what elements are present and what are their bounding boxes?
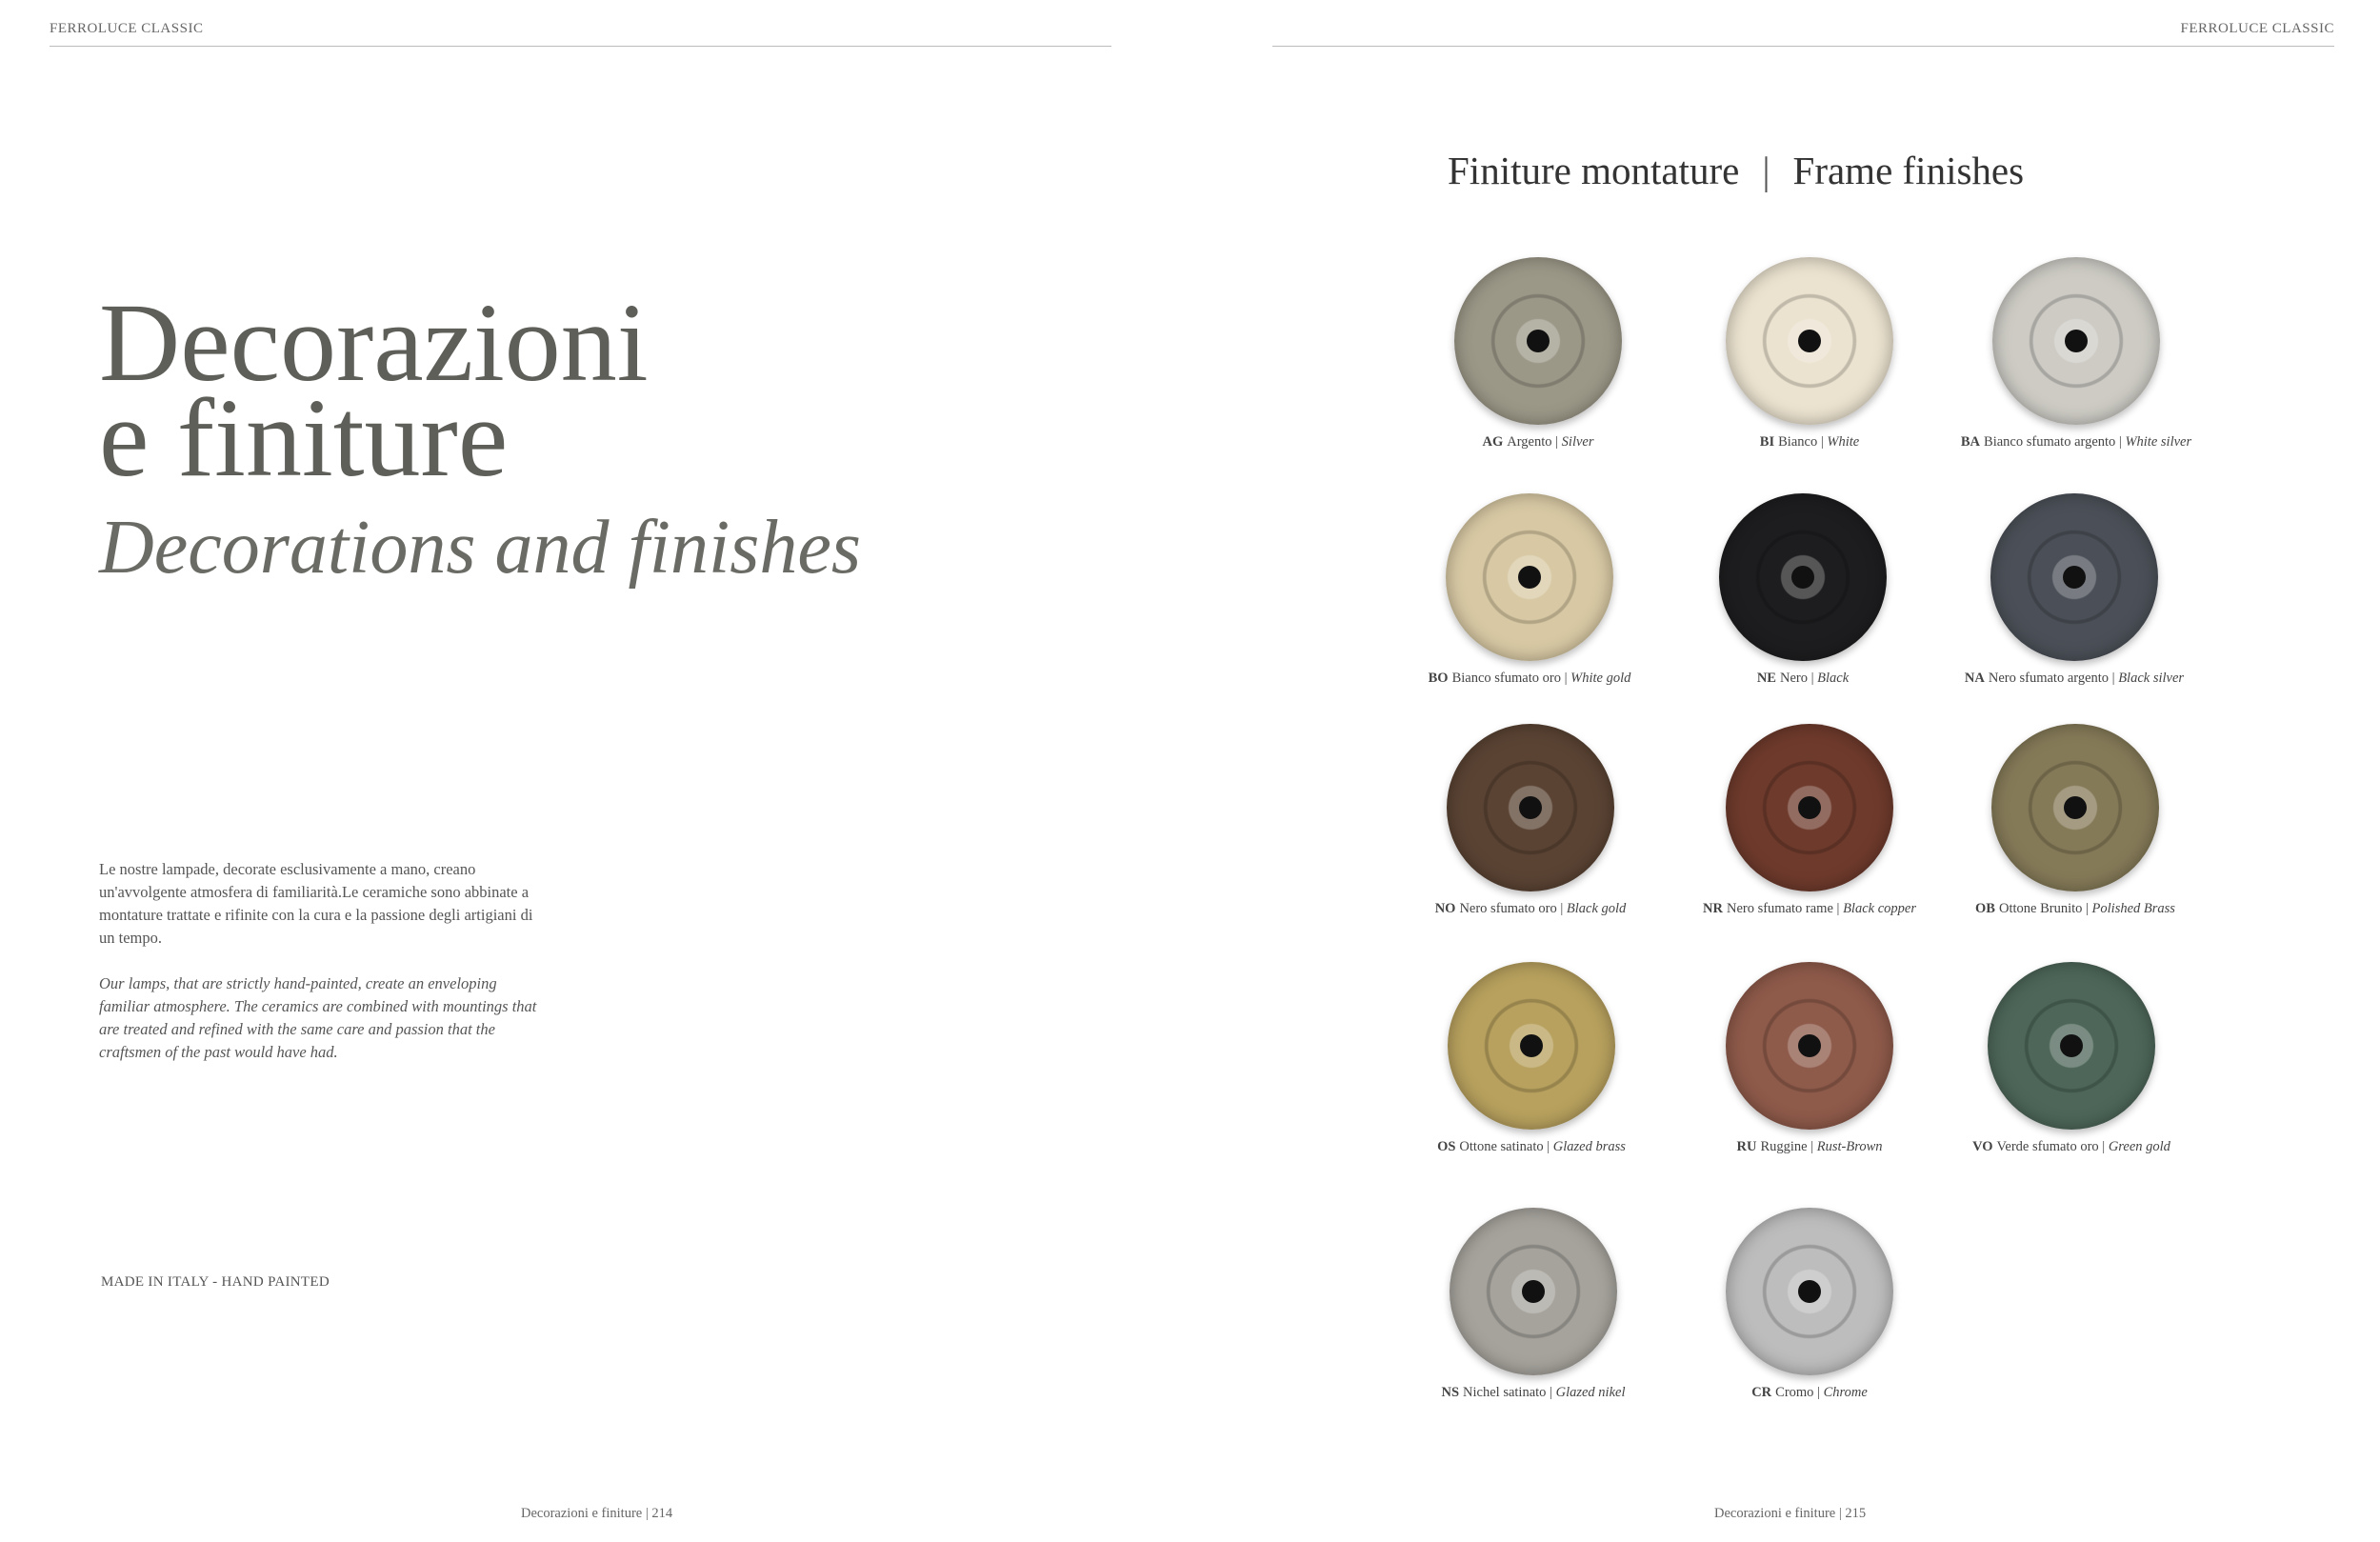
section-title-english: Frame finishes [1792,149,2025,192]
finish-swatch-bi: BI Bianco | White [1667,257,1952,451]
finish-disk [1988,962,2155,1130]
finish-disk [1726,1208,1893,1375]
finish-disk [1454,257,1622,425]
finish-disk [1446,493,1613,661]
finish-disk [1450,1208,1617,1375]
title-line-1: Decorazioni [99,280,649,405]
left-page-footer: Decorazioni e finiture | 214 [521,1506,673,1521]
right-header-rule [1272,46,2334,47]
finish-swatch-ns: NS Nichel satinato | Glazed nikel [1390,1208,1676,1401]
finish-swatch-ba: BA Bianco sfumato argento | White silver [1933,257,2219,451]
finish-swatch-ne: NE Nero | Black [1660,493,1946,687]
finish-swatch-no: NO Nero sfumato oro | Black gold [1388,724,1673,917]
made-in-italy-note: MADE IN ITALY - HAND PAINTED [101,1274,330,1290]
page-subtitle: Decorations and finishes [99,506,861,590]
title-line-2: e finiture [99,375,509,500]
section-title-italian: Finiture montature [1448,149,1740,192]
finish-swatch-ob: OB Ottone Brunito | Polished Brass [1932,724,2218,917]
intro-text-italian: Le nostre lampade, decorate esclusivamente a mano, creano un'avvolgente atmosfera di familiarità.Le ceramiche sono abbinate a montature trattate e rifinite con la cura e la passione degli artigiani di un tempo. [99,860,533,947]
finish-disk [1719,493,1887,661]
finish-disk [1726,257,1893,425]
left-header-rule [50,46,1111,47]
finish-disk [1448,962,1615,1130]
finish-swatch-cr: CR Cromo | Chrome [1667,1208,1952,1401]
finish-disk [1990,493,2158,661]
finish-swatch-bo: BO Bianco sfumato oro | White gold [1387,493,1672,687]
finish-swatch-na: NA Nero sfumato argento | Black silver [1931,493,2217,687]
finish-disk [1447,724,1614,891]
finish-swatch-ag: AG Argento | Silver [1395,257,1681,451]
page-title [99,280,649,500]
left-page-header: FERROLUCE CLASSIC [50,21,204,36]
right-page-header: FERROLUCE CLASSIC [2180,21,2334,36]
finish-disk [1991,724,2159,891]
finish-swatch-vo: VO Verde sfumato oro | Green gold [1929,962,2214,1155]
section-title [1448,148,2024,193]
right-page-footer: Decorazioni e finiture | 215 [1714,1506,1867,1521]
finish-disk [1726,724,1893,891]
section-title-separator: | [1762,149,1770,192]
intro-text-english: Our lamps, that are strictly hand-painted, create an enveloping familiar atmosphere. The ceramics are combined with mountings that are treated and refined with the same care and passion that the craftsmen of the past would have had. [99,974,537,1061]
finish-swatch-ru: RU Ruggine | Rust-Brown [1667,962,1952,1155]
finish-disk [1992,257,2160,425]
finish-swatch-os: OS Ottone satinato | Glazed brass [1389,962,1674,1155]
finish-swatch-nr: NR Nero sfumato rame | Black copper [1667,724,1952,917]
finish-disk [1726,962,1893,1130]
